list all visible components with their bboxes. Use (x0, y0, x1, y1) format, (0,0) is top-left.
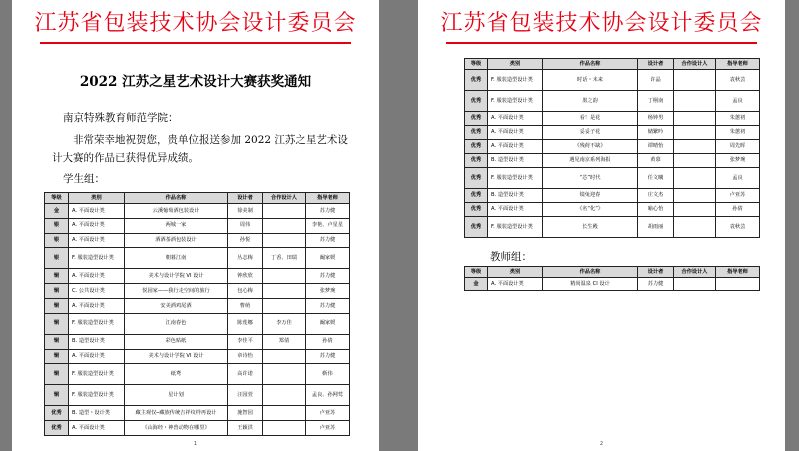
column-header: 类别 (488, 267, 543, 278)
award-level-cell: 优秀 (465, 203, 488, 217)
designer-cell: 孙悦 (228, 233, 263, 248)
award-level-cell: 优秀 (465, 112, 488, 126)
student-awards-table-continued (464, 58, 760, 238)
page-number: 2 (599, 441, 604, 447)
table-row (45, 349, 350, 364)
work-title-cell: 酒酒茶酒包装设计 (125, 233, 228, 248)
table-row (45, 385, 350, 406)
designer-cell: 丁栩南 (638, 91, 674, 112)
award-level-cell: 优秀 (465, 217, 488, 238)
advisor-cell: 苏力健 (306, 269, 350, 284)
category-cell: A. 平面设计类 (69, 349, 125, 364)
designer-cell: 胡雨丽 (638, 217, 674, 238)
category-cell: A. 平面设计类 (69, 218, 125, 233)
co-designer-cell (674, 91, 716, 112)
column-header: 设计者 (228, 193, 263, 204)
column-header: 类别 (488, 59, 543, 70)
advisor-cell: 孙倩 (306, 334, 350, 349)
column-header: 作品名称 (125, 193, 228, 204)
advisor-cell: 张梦琬 (306, 284, 350, 299)
teacher-group-label: 教师组： (490, 251, 532, 263)
co-designer-cell (263, 364, 306, 385)
award-level-cell: 铜 (45, 313, 69, 334)
category-cell: F. 服装造型设计类 (69, 385, 125, 406)
column-header: 类别 (69, 193, 125, 204)
advisor-cell: 卢亚苏 (306, 421, 350, 436)
category-cell: F. 服装造型设计类 (488, 70, 543, 91)
award-level-cell: 银 (45, 218, 69, 233)
advisor-cell: 孙倩 (716, 203, 760, 217)
award-level-cell: 铜 (45, 269, 69, 284)
category-cell: B. 造型设计类 (488, 154, 543, 168)
award-level-cell: 优秀 (45, 421, 69, 436)
designer-cell: 杨钟男 (638, 112, 674, 126)
category-cell: C. 公共设计类 (69, 284, 125, 299)
work-title-cell: 《残荷不缺》 (543, 140, 638, 154)
work-title-cell: 纸鸢 (125, 364, 228, 385)
work-title-cell: 两城一家 (125, 218, 228, 233)
designer-cell: 陈莲娜 (228, 313, 263, 334)
advisor-cell: 卢亚苏 (716, 189, 760, 203)
category-cell: B. 造型・设计类 (69, 406, 125, 421)
advisor-cell: 阚家媛 (306, 313, 350, 334)
student-group-label: 学生组： (63, 173, 105, 185)
work-title-cell: 云溪葡萄酒包装设计 (125, 204, 228, 219)
column-header: 作品名称 (543, 59, 638, 70)
designer-cell: 苏力健 (638, 278, 674, 291)
category-cell: F. 服装造型设计类 (69, 364, 125, 385)
letterhead-rule (40, 42, 351, 44)
student-awards-table (44, 192, 350, 436)
co-designer-cell (674, 203, 716, 217)
co-designer-cell (263, 269, 306, 284)
co-designer-cell (263, 385, 306, 406)
category-cell: F. 服装造型设计类 (69, 313, 125, 334)
work-title-cell: 《山海经・神兽动物在哪里》 (125, 421, 228, 436)
co-designer-cell (674, 70, 716, 91)
co-designer-cell (674, 168, 716, 189)
advisor-cell: 孟良、孙网莺 (306, 385, 350, 406)
work-title-cell: 墨之韵 (543, 91, 638, 112)
designer-cell: 高许诺 (228, 364, 263, 385)
work-title-cell: “芯”时代 (543, 168, 638, 189)
teacher-awards-table (464, 266, 760, 291)
column-header: 合作设计人 (263, 193, 306, 204)
advisor-cell: 卢亚苏 (306, 406, 350, 421)
co-designer-cell (263, 349, 306, 364)
advisor-cell: 袁秋芸 (716, 217, 760, 238)
table-row (45, 364, 350, 385)
letterhead-rule (446, 42, 757, 44)
category-cell: F. 服装造型设计类 (69, 248, 125, 269)
award-level-cell: 优秀 (465, 140, 488, 154)
table-row (45, 313, 350, 334)
table-row (465, 112, 760, 126)
column-header: 设计者 (638, 59, 674, 70)
designer-cell: 喻心怡 (638, 203, 674, 217)
table-row (465, 70, 760, 91)
work-title-cell: 美术与设计学院 VI 设计 (125, 269, 228, 284)
table-row (465, 126, 760, 140)
advisor-cell: 孟良 (716, 91, 760, 112)
co-designer-cell (263, 406, 306, 421)
award-level-cell: 优秀 (465, 189, 488, 203)
advisor-cell (716, 278, 760, 291)
advisor-cell: 苏力健 (306, 233, 350, 248)
column-header: 等级 (465, 59, 488, 70)
work-title-cell: 朝暮江南 (125, 248, 228, 269)
award-level-cell: 优秀 (465, 70, 488, 91)
column-header: 合作设计人 (674, 59, 716, 70)
document-page-1 (12, 0, 379, 451)
designer-cell: 黄慕 (638, 154, 674, 168)
column-header: 设计者 (638, 267, 674, 278)
table-row (465, 154, 760, 168)
work-title-cell: 遇见南京系列海报 (543, 154, 638, 168)
work-title-cell: 《名“化”》 (543, 203, 638, 217)
co-designer-cell (674, 126, 716, 140)
column-header: 等级 (45, 193, 69, 204)
category-cell: A. 平面设计类 (488, 278, 543, 291)
designer-cell: 周伟 (228, 218, 263, 233)
category-cell: A. 平面设计类 (488, 203, 543, 217)
category-cell: A. 平面设计类 (69, 269, 125, 284)
advisor-cell: 张梦琬 (716, 154, 760, 168)
advisor-cell: 苏力健 (306, 349, 350, 364)
co-designer-cell: 丁香、田瑞 (263, 248, 306, 269)
designer-cell: 徐美制 (228, 204, 263, 219)
notice-body: 非常荣幸地祝贺您，贵单位报送参加 2022 江苏之星艺术设计大赛的作品已获得优异成绩。 (52, 134, 348, 164)
award-level-cell: 铜 (45, 284, 69, 299)
work-title-cell: 江南春色 (125, 313, 228, 334)
letterhead-title: 江苏省包装技术协会设计委员会 (34, 11, 357, 36)
letterhead-title: 江苏省包装技术协会设计委员会 (440, 11, 763, 36)
notice-title: 2022 江苏之星艺术设计大赛获奖通知 (79, 74, 312, 90)
category-cell: B. 造型设计类 (488, 189, 543, 203)
table-row (465, 140, 760, 154)
column-header: 指导老师 (716, 59, 760, 70)
designer-cell: 章诗怡 (228, 349, 263, 364)
co-designer-cell: 李万佳 (263, 313, 306, 334)
category-cell: F. 服装造型设计类 (488, 217, 543, 238)
designer-cell: 钟欣欣 (228, 269, 263, 284)
designer-cell: 汪园萱 (228, 385, 263, 406)
work-title-cell: 长生殿 (543, 217, 638, 238)
table-row (465, 168, 760, 189)
co-designer-cell (263, 233, 306, 248)
category-cell: A. 平面设计类 (488, 126, 543, 140)
advisor-cell: 周先晖 (716, 140, 760, 154)
co-designer-cell (263, 218, 306, 233)
advisor-cell: 袁秋芸 (716, 70, 760, 91)
table-row (465, 203, 760, 217)
co-designer-cell (263, 298, 306, 313)
designer-cell: 包心梅 (228, 284, 263, 299)
table-row (45, 248, 350, 269)
table-row (45, 406, 350, 421)
work-title-cell: 彩色贴纸 (125, 334, 228, 349)
award-level-cell: 优秀 (465, 91, 488, 112)
category-cell: F. 服装造型设计类 (488, 168, 543, 189)
page-number: 1 (193, 441, 198, 447)
addressee: 南京特殊教育师范学院： (63, 112, 179, 124)
category-cell: F. 服装造型设计类 (488, 91, 543, 112)
work-title-cell: 星计划 (125, 385, 228, 406)
work-title-cell: 藏主观仅─藏族传统吉祥纹样再设计 (125, 406, 228, 421)
award-level-cell: 铜 (45, 364, 69, 385)
work-title-cell: 时话・未来 (543, 70, 638, 91)
award-level-cell: 银 (45, 248, 69, 269)
column-header: 等级 (465, 267, 488, 278)
award-level-cell: 优秀 (465, 154, 488, 168)
table-row (45, 218, 350, 233)
category-cell: A. 平面设计类 (69, 204, 125, 219)
table-row (465, 217, 760, 238)
advisor-cell: 阚家媛 (306, 248, 350, 269)
award-level-cell: 铜 (45, 334, 69, 349)
award-level-cell: 优秀 (465, 168, 488, 189)
category-cell: A. 平面设计类 (69, 421, 125, 436)
work-title-cell: 看！是花 (543, 112, 638, 126)
designer-cell: 丛志梅 (228, 248, 263, 269)
award-level-cell: 铜 (45, 385, 69, 406)
table-row (45, 298, 350, 313)
table-row (45, 269, 350, 284)
advisor-cell: 朱蕙初 (716, 126, 760, 140)
co-designer-cell (263, 421, 306, 436)
table-row (45, 233, 350, 248)
table-row (45, 204, 350, 219)
designer-cell: 曹萌 (228, 298, 263, 313)
designer-cell: 谭晴怡 (638, 140, 674, 154)
co-designer-cell (674, 217, 716, 238)
column-header: 合作设计人 (674, 267, 716, 278)
co-designer-cell (674, 278, 716, 291)
designer-cell: 任文曦 (638, 168, 674, 189)
designer-cell: 许晶 (638, 70, 674, 91)
work-title-cell: 悦园家——我行走空间的旅行 (125, 284, 228, 299)
award-level-cell: 铜 (45, 298, 69, 313)
category-cell: A. 平面设计类 (488, 112, 543, 126)
award-level-cell: 铜 (45, 349, 69, 364)
co-designer-cell (674, 140, 716, 154)
work-title-cell: 精尚温泉 CI 设计 (543, 278, 638, 291)
advisor-cell: 靳伟 (306, 364, 350, 385)
table-row (45, 284, 350, 299)
category-cell: B. 造型设计类 (69, 334, 125, 349)
co-designer-cell (263, 204, 306, 219)
co-designer-cell (674, 154, 716, 168)
category-cell: A. 平面设计类 (69, 298, 125, 313)
work-title-cell: 安美酒鸡尾酒 (125, 298, 228, 313)
award-level-cell: 金 (45, 204, 69, 219)
award-level-cell: 优秀 (45, 406, 69, 421)
designer-cell: 储繁吟 (638, 126, 674, 140)
co-designer-cell: 郑倩 (263, 334, 306, 349)
designer-cell: 王颖洪 (228, 421, 263, 436)
award-level-cell: 金 (465, 278, 488, 291)
award-level-cell: 银 (45, 233, 69, 248)
advisor-cell: 苏力健 (306, 204, 350, 219)
table-row (465, 278, 760, 291)
designer-cell: 施智园 (228, 406, 263, 421)
table-row (45, 334, 350, 349)
designer-cell: 李佳平 (228, 334, 263, 349)
table-row (465, 189, 760, 203)
column-header: 作品名称 (543, 267, 638, 278)
category-cell: A. 平面设计类 (488, 140, 543, 154)
work-title-cell: 美术与设计学院 VI 设计 (125, 349, 228, 364)
advisor-cell: 李艳、卢星星 (306, 218, 350, 233)
advisor-cell: 苏力健 (306, 298, 350, 313)
table-row (465, 91, 760, 112)
document-page-2 (418, 0, 785, 451)
work-title-cell: 镜兔迎春 (543, 189, 638, 203)
co-designer-cell (674, 112, 716, 126)
work-title-cell: 妥妥子花 (543, 126, 638, 140)
column-header: 指导老师 (306, 193, 350, 204)
category-cell: A. 平面设计类 (69, 233, 125, 248)
column-header: 指导老师 (716, 267, 760, 278)
table-row (45, 421, 350, 436)
advisor-cell: 朱蕙初 (716, 112, 760, 126)
co-designer-cell (263, 284, 306, 299)
designer-cell: 庄文杰 (638, 189, 674, 203)
co-designer-cell (674, 189, 716, 203)
advisor-cell: 孟良 (716, 168, 760, 189)
award-level-cell: 优秀 (465, 126, 488, 140)
